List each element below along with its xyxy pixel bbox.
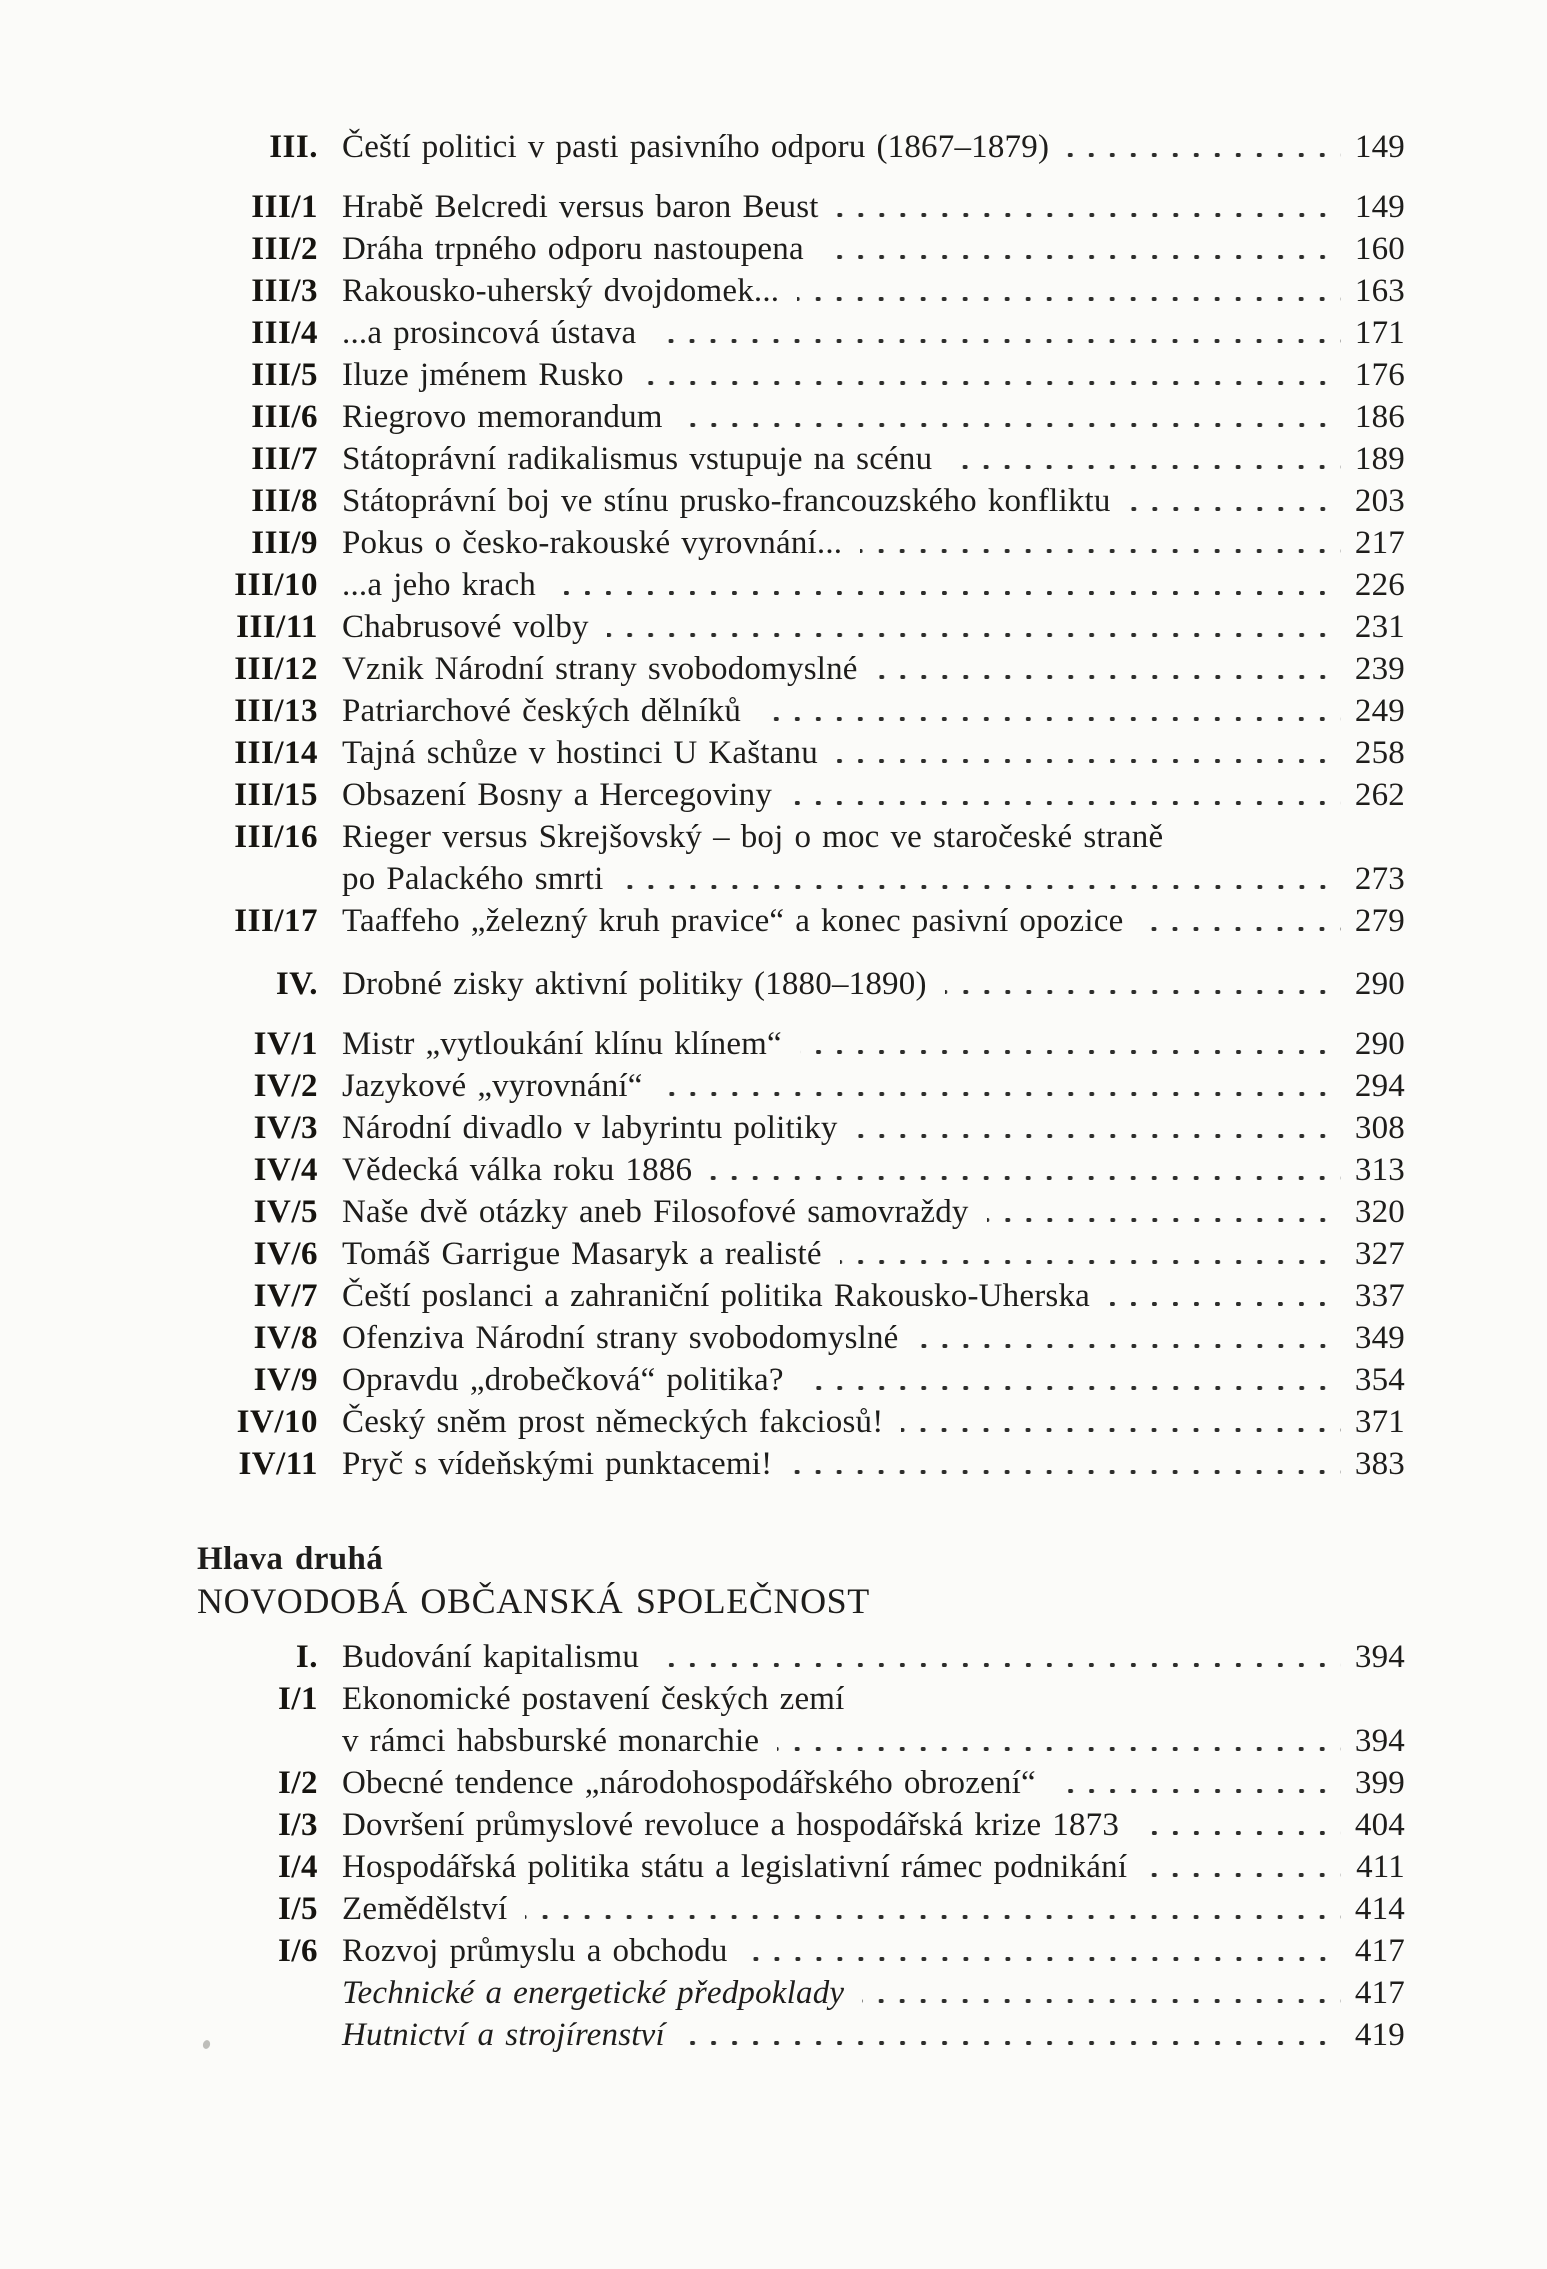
toc-entry <box>197 690 1405 732</box>
toc-entry-title: ...a prosincová ústava <box>342 315 637 351</box>
toc-entry-page: 226 <box>1354 567 1405 603</box>
dot-leader <box>1129 507 1341 511</box>
toc-entry-label: III/15 <box>234 777 318 813</box>
toc-entry-page: 417 <box>1354 1975 1405 2011</box>
dot-leader <box>901 1428 1341 1432</box>
toc-entry-label: I. <box>295 1639 318 1675</box>
toc-entry <box>197 1930 1405 1972</box>
toc-entry-page: 404 <box>1354 1807 1405 1843</box>
toc-entry-label: III/2 <box>251 231 318 267</box>
toc-entry <box>197 900 1405 942</box>
toc-entry <box>197 774 1405 816</box>
toc-entry-title: Vznik Národní strany svobodomyslné <box>342 651 858 687</box>
toc-entry <box>197 228 1405 270</box>
toc-entry <box>197 312 1405 354</box>
toc-entry-title: Státoprávní boj ve stínu prusko-francouzského konfliktu <box>342 483 1111 519</box>
toc-entry <box>197 1191 1405 1233</box>
toc-chapter-entry <box>197 963 1405 1005</box>
toc-subentry <box>197 1972 1405 2014</box>
toc-entry-label: IV/3 <box>253 1110 318 1146</box>
toc-entry-continuation <box>197 858 1405 900</box>
toc-entry-title: Tomáš Garrigue Masaryk a realisté <box>342 1236 822 1272</box>
toc-entry-title: Národní divadlo v labyrintu politiky <box>342 1110 838 1146</box>
toc-entry <box>197 1678 1405 1720</box>
toc-entry-label: III/17 <box>234 903 318 939</box>
toc-entry <box>197 354 1405 396</box>
toc-entry-page: 258 <box>1354 735 1405 771</box>
toc-entry-page: 176 <box>1354 357 1405 393</box>
toc-entry-title: Čeští poslanci a zahraniční politika Rakousko-Uherska <box>342 1278 1090 1314</box>
toc-entry-title: Zemědělství <box>342 1891 508 1927</box>
dot-leader <box>1067 153 1341 157</box>
dot-leader <box>917 1344 1341 1348</box>
toc-entry-page: 354 <box>1354 1362 1405 1398</box>
toc-entry-page: 231 <box>1354 609 1405 645</box>
toc-entry-label: IV/4 <box>253 1152 318 1188</box>
toc-entry <box>197 564 1405 606</box>
toc-entry <box>197 1275 1405 1317</box>
toc-entry-title: Hospodářská politika státu a legislativní rámec podnikání <box>342 1849 1128 1885</box>
toc-entry-label: IV/10 <box>236 1404 318 1440</box>
toc-entry <box>197 1762 1405 1804</box>
toc-entry-title: Mistr „vytloukání klínu klínem“ <box>342 1026 782 1062</box>
dot-leader <box>797 297 1341 301</box>
dot-leader <box>822 255 1341 259</box>
toc-entry-title: v rámci habsburské monarchie <box>342 1723 760 1759</box>
dot-leader <box>746 1957 1341 1961</box>
toc-entry <box>197 1804 1405 1846</box>
toc-entry-page: 349 <box>1354 1320 1405 1356</box>
toc-entry-title: Státoprávní radikalismus vstupuje na scénu <box>342 441 933 477</box>
toc-entry-page: 217 <box>1354 525 1405 561</box>
toc-entry-continuation <box>197 1720 1405 1762</box>
toc-entry-page: 163 <box>1354 273 1405 309</box>
toc-entry-title: Obecné tendence „národohospodářského obrození“ <box>342 1765 1036 1801</box>
table-of-contents <box>197 126 1405 2056</box>
toc-entry <box>197 1846 1405 1888</box>
toc-entry-title: Budování kapitalismu <box>342 1639 640 1675</box>
toc-entry-title: po Palackého smrti <box>342 861 604 897</box>
toc-entry-label: I/6 <box>277 1933 318 1969</box>
toc-entry-page: 308 <box>1354 1110 1405 1146</box>
toc-entry-title: Ofenziva Národní strany svobodomyslné <box>342 1320 899 1356</box>
toc-entry-page: 262 <box>1354 777 1405 813</box>
toc-entry <box>197 438 1405 480</box>
dot-leader <box>1145 1873 1341 1877</box>
toc-entry-title: Drobné zisky aktivní politiky (1880–1890) <box>342 966 927 1002</box>
dot-leader <box>1141 927 1341 931</box>
toc-entry-title: Pokus o česko-rakouské vyrovnání... <box>342 525 843 561</box>
toc-entry <box>197 606 1405 648</box>
toc-entry-title: Naše dvě otázky aneb Filosofové samovraždy <box>342 1194 969 1230</box>
toc-entry-page: 394 <box>1354 1723 1405 1759</box>
toc-chapter-entry <box>197 1636 1405 1678</box>
toc-entry-page: 417 <box>1354 1933 1405 1969</box>
toc-entry <box>197 396 1405 438</box>
toc-entry-label: IV. <box>275 966 318 1002</box>
toc-entry-page: 313 <box>1354 1152 1405 1188</box>
toc-entry <box>197 1107 1405 1149</box>
toc-entry-page: 414 <box>1354 1891 1405 1927</box>
toc-entry-label: IV/8 <box>253 1320 318 1356</box>
toc-entry-title: Riegrovo memorandum <box>342 399 663 435</box>
toc-entry-label: III/1 <box>251 189 318 225</box>
toc-entry-label: IV/9 <box>253 1362 318 1398</box>
toc-entry-label: III/5 <box>251 357 318 393</box>
dot-leader <box>836 759 1341 763</box>
toc-entry-label: III/10 <box>234 567 318 603</box>
toc-entry <box>197 270 1405 312</box>
toc-entry-title: Pryč s vídeňskými punktacemi! <box>342 1446 773 1482</box>
toc-entry-page: 186 <box>1354 399 1405 435</box>
toc-entry-page: 419 <box>1354 2017 1405 2053</box>
toc-entry-title: Vědecká válka roku 1886 <box>342 1152 693 1188</box>
toc-entry-title: Hutnictví a strojírenství <box>342 2017 665 2053</box>
part-heading-label: Hlava druhá <box>197 1541 384 1577</box>
dot-leader <box>860 549 1341 553</box>
toc-entry-label: III/16 <box>234 819 318 855</box>
toc-entry-title: Technické a energetické předpoklady <box>342 1975 845 2011</box>
toc-entry-page: 149 <box>1354 189 1405 225</box>
toc-entry-label: I/2 <box>277 1765 318 1801</box>
toc-entry-label: III/14 <box>234 735 318 771</box>
dot-leader <box>862 1999 1341 2003</box>
toc-entry-page: 411 <box>1356 1849 1405 1885</box>
toc-entry-title: Rozvoj průmyslu a obchodu <box>342 1933 728 1969</box>
dot-leader <box>607 633 1341 637</box>
dot-leader <box>800 1050 1341 1054</box>
dot-leader <box>1137 1831 1341 1835</box>
toc-entry-label: III/8 <box>251 483 318 519</box>
dot-leader <box>759 717 1341 721</box>
dot-leader <box>661 1092 1341 1096</box>
toc-entry <box>197 732 1405 774</box>
toc-entry-label: I/1 <box>277 1681 318 1717</box>
dot-leader <box>790 1470 1341 1474</box>
toc-entry-label: I/3 <box>277 1807 318 1843</box>
toc-entry-label: IV/2 <box>253 1068 318 1104</box>
toc-entry <box>197 1233 1405 1275</box>
dot-leader <box>856 1134 1341 1138</box>
toc-entry <box>197 1888 1405 1930</box>
toc-entry-label: III/13 <box>234 693 318 729</box>
dot-leader <box>840 1260 1341 1264</box>
toc-entry-title: Hrabě Belcredi versus baron Beust <box>342 189 819 225</box>
toc-entry-page: 160 <box>1354 231 1405 267</box>
dot-leader <box>525 1915 1341 1919</box>
toc-entry-title: Iluze jménem Rusko <box>342 357 624 393</box>
toc-entry <box>197 480 1405 522</box>
toc-entry-label: III. <box>269 129 318 165</box>
toc-entry-page: 290 <box>1354 966 1405 1002</box>
toc-entry-label: I/5 <box>277 1891 318 1927</box>
toc-entry-label: III/7 <box>251 441 318 477</box>
dot-leader <box>1108 1302 1341 1306</box>
toc-entry-title: Opravdu „drobečková“ politika? <box>342 1362 784 1398</box>
toc-entry-label: III/3 <box>251 273 318 309</box>
toc-entry-page: 239 <box>1354 651 1405 687</box>
toc-entry-label: III/4 <box>251 315 318 351</box>
dot-leader <box>622 885 1341 889</box>
toc-entry-title: Patriarchové českých dělníků <box>342 693 742 729</box>
dot-leader <box>837 213 1341 217</box>
toc-entry-title: Dovršení průmyslové revoluce a hospodářská krize 1873 <box>342 1807 1120 1843</box>
toc-entry-page: 290 <box>1354 1026 1405 1062</box>
dot-leader <box>710 1176 1341 1180</box>
dot-leader <box>683 2041 1341 2045</box>
toc-entry-page: 189 <box>1354 441 1405 477</box>
toc-entry <box>197 1023 1405 1065</box>
dot-leader <box>987 1218 1341 1222</box>
toc-entry-label: III/12 <box>234 651 318 687</box>
toc-entry-title: Taaffeho „železný kruh pravice“ a konec pasivní opozice <box>342 903 1124 939</box>
toc-entry <box>197 1149 1405 1191</box>
dot-leader <box>554 591 1341 595</box>
toc-entry <box>197 648 1405 690</box>
toc-entry <box>197 1359 1405 1401</box>
toc-entry-page: 320 <box>1354 1194 1405 1230</box>
toc-entry <box>197 1065 1405 1107</box>
toc-entry-title: Chabrusové volby <box>342 609 589 645</box>
toc-entry-title: Rakousko-uherský dvojdomek... <box>342 273 780 309</box>
dot-leader <box>802 1386 1341 1390</box>
toc-entry-title: Dráha trpného odporu nastoupena <box>342 231 804 267</box>
toc-entry-label: III/9 <box>251 525 318 561</box>
toc-entry-title: Tajná schůze v hostinci U Kaštanu <box>342 735 818 771</box>
toc-entry <box>197 186 1405 228</box>
toc-entry-title: Jazykové „vyrovnání“ <box>342 1068 643 1104</box>
toc-entry-title: Čeští politici v pasti pasivního odporu (1867–1879) <box>342 129 1050 165</box>
toc-entry-page: 294 <box>1354 1068 1405 1104</box>
dot-leader <box>681 423 1341 427</box>
dot-leader <box>876 675 1341 679</box>
toc-entry-label: III/11 <box>236 609 318 645</box>
toc-entry-page: 327 <box>1354 1236 1405 1272</box>
toc-entry-page: 203 <box>1354 483 1405 519</box>
toc-entry-label: IV/1 <box>253 1026 318 1062</box>
toc-entry-page: 249 <box>1354 693 1405 729</box>
toc-entry-title: Ekonomické postavení českých zemí <box>342 1681 845 1717</box>
toc-entry-page: 371 <box>1354 1404 1405 1440</box>
toc-entry-label: IV/5 <box>253 1194 318 1230</box>
toc-entry <box>197 1401 1405 1443</box>
dot-leader <box>945 990 1341 994</box>
toc-entry-title: Rieger versus Skrejšovský – boj o moc ve staročeské straně <box>342 819 1164 855</box>
toc-chapter-entry <box>197 126 1405 168</box>
toc-entry-label: IV/6 <box>253 1236 318 1272</box>
toc-entry-title: Obsazení Bosny a Hercegoviny <box>342 777 773 813</box>
toc-entry-title: ...a jeho krach <box>342 567 536 603</box>
toc-entry-page: 273 <box>1354 861 1405 897</box>
toc-entry <box>197 1443 1405 1485</box>
part-heading-title: NOVODOBÁ OBČANSKÁ SPOLEČNOST <box>197 1581 870 1621</box>
toc-entry-title: Český sněm prost německých fakciosů! <box>342 1404 884 1440</box>
dot-leader <box>1054 1789 1341 1793</box>
toc-entry-page: 394 <box>1354 1639 1405 1675</box>
toc-entry-page: 383 <box>1354 1446 1405 1482</box>
dot-leader <box>642 381 1341 385</box>
toc-subentry <box>197 2014 1405 2056</box>
toc-entry-label: III/6 <box>251 399 318 435</box>
toc-entry-page: 149 <box>1354 129 1405 165</box>
toc-entry <box>197 816 1405 858</box>
toc-entry-label: IV/7 <box>253 1278 318 1314</box>
toc-entry <box>197 1317 1405 1359</box>
dot-leader <box>950 465 1341 469</box>
dot-leader <box>790 801 1341 805</box>
toc-entry-page: 399 <box>1354 1765 1405 1801</box>
toc-entry-page: 171 <box>1354 315 1405 351</box>
toc-entry-label: I/4 <box>277 1849 318 1885</box>
toc-entry-label: IV/11 <box>238 1446 318 1482</box>
toc-entry <box>197 522 1405 564</box>
dot-leader <box>777 1747 1341 1751</box>
toc-entry-page: 337 <box>1354 1278 1405 1314</box>
dot-leader <box>657 1663 1341 1667</box>
dot-leader <box>654 339 1341 343</box>
toc-entry-page: 279 <box>1354 903 1405 939</box>
